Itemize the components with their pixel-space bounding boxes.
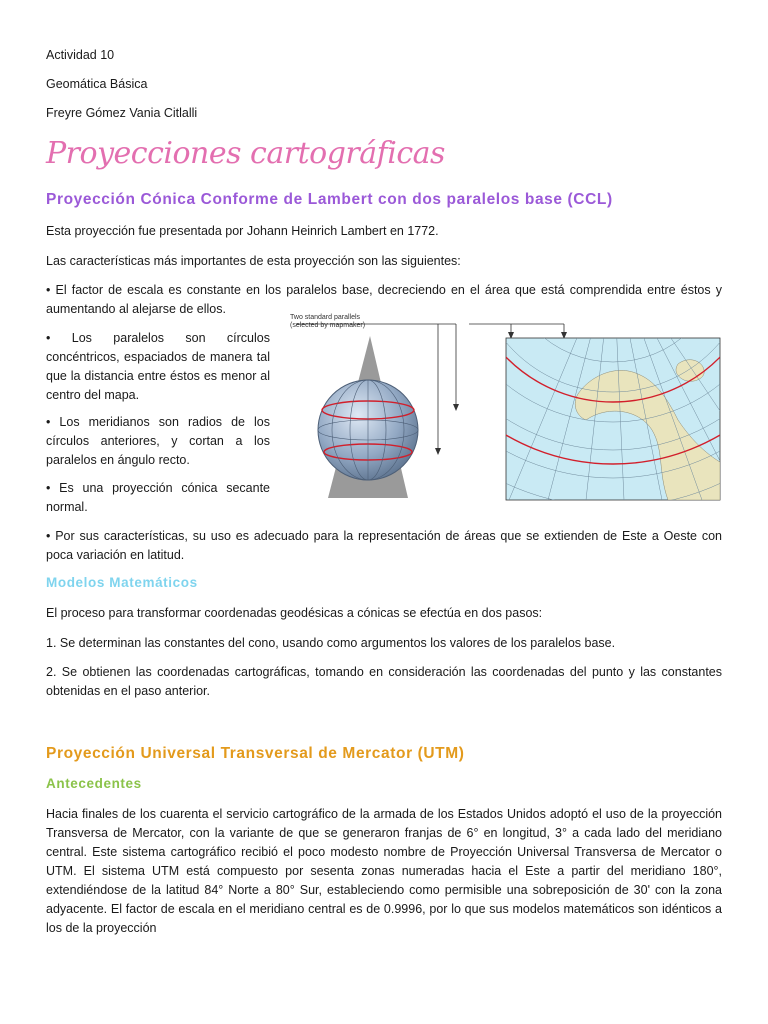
lambert-conic-figure [286, 312, 726, 502]
ccl-bullet-5: • Por sus características, su uso es adecuado para la representación de áreas que se extienden de Este a Oeste con poca variación en latitud. [46, 529, 722, 562]
section-heading-utm: Proyección Universal Transversal de Mercator (UTM) [46, 745, 465, 762]
figure-caption: Two standard parallels (selected by mapmaker) [290, 314, 366, 329]
ccl-lead: Las características más importantes de esta proyección son las siguientes: [46, 254, 461, 268]
models-paragraph-1: El proceso para transformar coordenadas geodésicas a cónicas se efectúa en dos pasos: [46, 606, 543, 620]
page-title: Proyecciones cartográficas [46, 136, 445, 171]
section-heading-ccl: Proyección Cónica Conforme de Lambert con dos paralelos base (CCL) [46, 191, 613, 208]
ccl-bullet-3: • Los meridianos son radios de los círculos anteriores, y cortan a los paralelos en ángulo recto. [46, 415, 270, 467]
header-activity: Actividad 10 [46, 48, 115, 62]
lambert-figure-graphic [286, 312, 726, 502]
subsection-heading-background: Antecedentes [46, 776, 142, 791]
ccl-intro: Esta proyección fue presentada por Johann Heinrich Lambert en 1772. [46, 224, 439, 238]
subsection-heading-models: Modelos Matemáticos [46, 575, 198, 590]
header-author: Freyre Gómez Vania Citlalli [46, 106, 198, 120]
ccl-bullet-4: • Es una proyección cónica secante normal. [46, 481, 270, 514]
ccl-bullet-2: • Los paralelos son círculos concéntricos, espaciados de manera tal que la distancia entre éstos es menor al centro del mapa. [46, 331, 270, 402]
models-step-2: 2. Se obtienen las coordenadas cartográficas, tomando en consideración las coordenadas del punto y las constantes obtenidas en el paso anterior. [46, 665, 722, 698]
models-step-1: 1. Se determinan las constantes del cono, usando como argumentos los valores de los paralelos base. [46, 636, 616, 650]
header-course: Geomática Básica [46, 77, 148, 91]
utm-paragraph-1: Hacia finales de los cuarenta el servicio cartográfico de la armada de los Estados Unidos adoptó el uso de la proyección Transversa de Mercator, con la variante de que se generaron franjas de 6° en longitud, 3° a cada lado del meridiano central. Este sistema cartográfico recibió el poco modesto nombre de Proyección Universal Transversa de Mercator o UTM. El sistema UTM está compuesto por sesenta zonas numeradas hacia el Este a partir del meridiano 180°, extendiéndose de la latitud 84° Norte a 80° Sur, estableciendo como permisible una sobreposición de 30' con la zona adyacente. El factor de escala en el meridiano central es de 0.9996, por lo que sus modelos matemáticos son idénticos a los de la proyección [46, 807, 722, 935]
ccl-bullet-1: • El factor de escala es constante en los paralelos base, decreciendo en el área que está comprendida entre éstos y aumentando al alejarse de ellos. [46, 283, 722, 316]
